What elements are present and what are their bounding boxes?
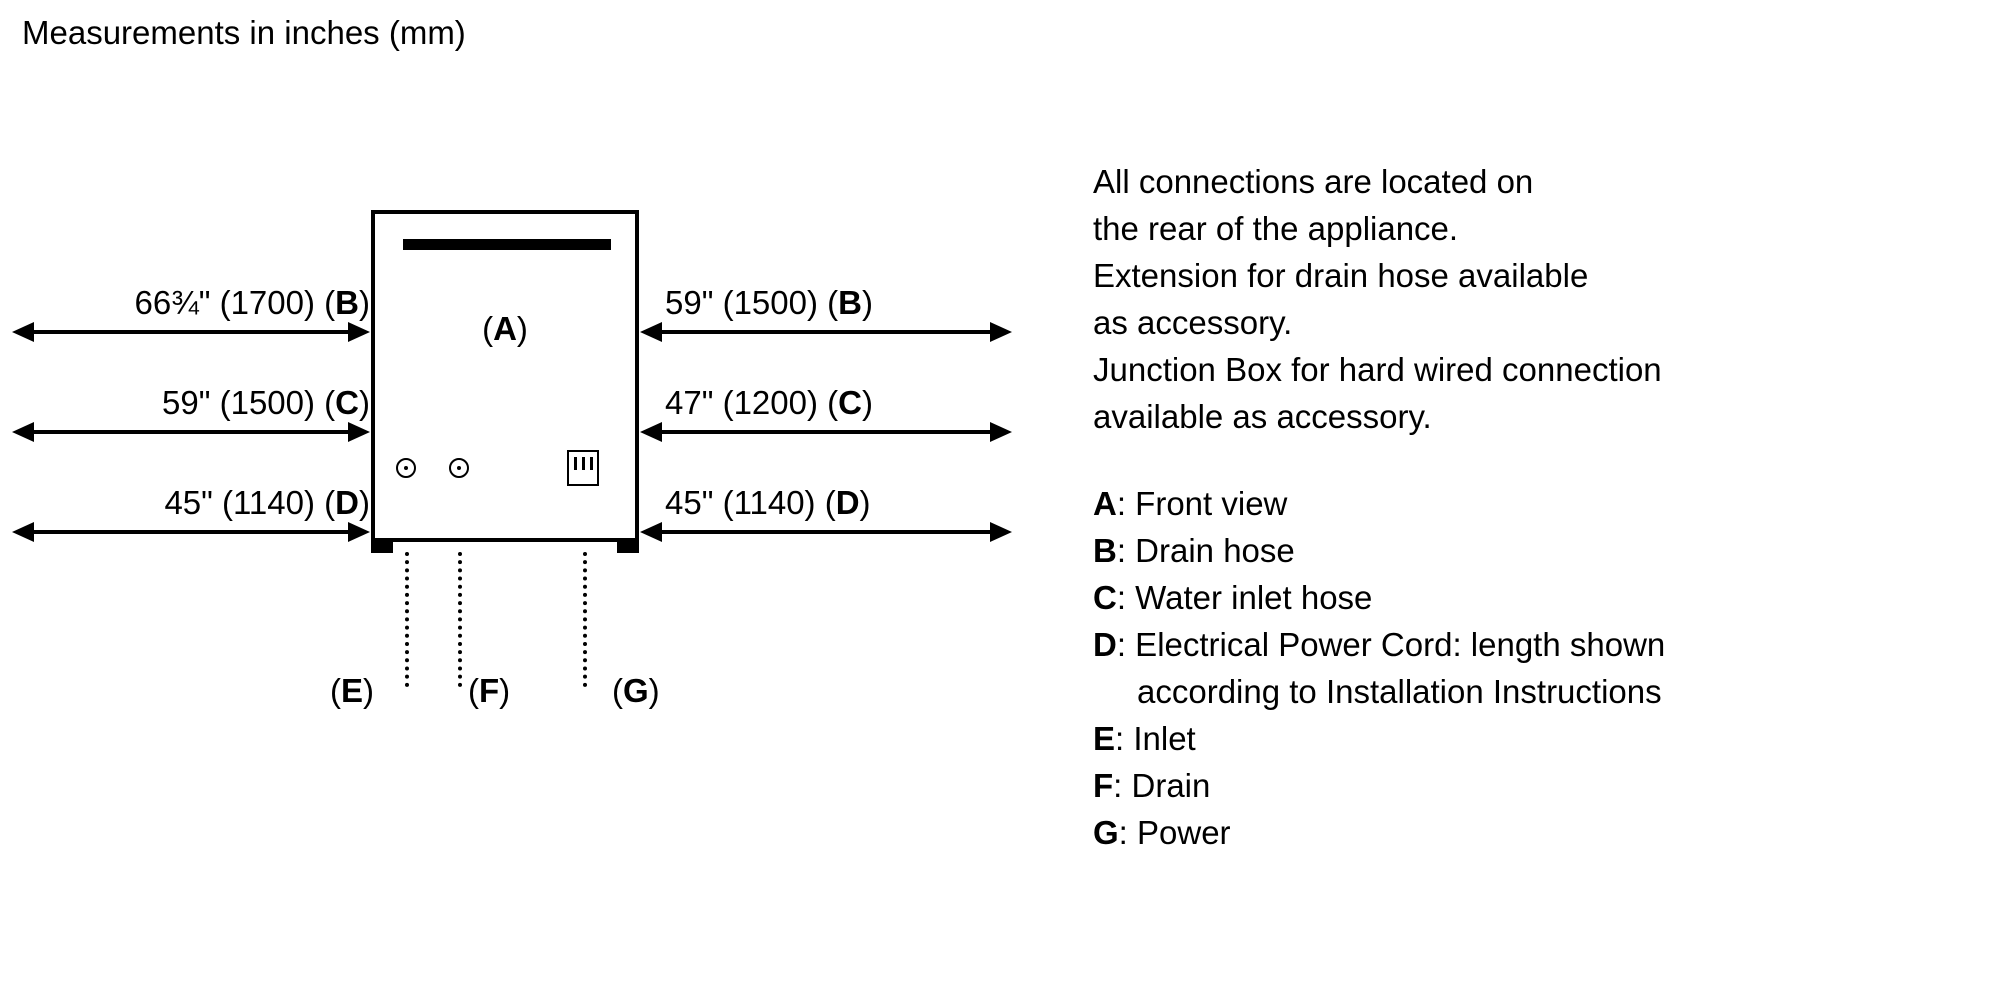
plug-pin — [574, 457, 577, 470]
note-line: as accessory. — [1093, 304, 1293, 341]
plug-pin — [590, 457, 593, 470]
dimension-left-d-label: 45" (1140) (D) — [164, 484, 370, 521]
legend-desc: : Front view — [1116, 485, 1288, 522]
legend-item-f — [1093, 762, 1665, 809]
dimension-left-b-label: 66¾" (1700) (B) — [134, 284, 370, 321]
plug-pin — [582, 457, 585, 470]
arrow-line — [22, 330, 360, 334]
dimension-right-b — [640, 272, 1012, 342]
leader-line-inlet — [405, 552, 409, 687]
arrow-head-right — [348, 422, 370, 442]
callout-f: (F) — [468, 672, 511, 709]
legend-key: E — [1093, 720, 1116, 757]
note-line: the rear of the appliance. — [1093, 210, 1459, 247]
arrow-line — [22, 530, 360, 534]
arrow-head-left — [640, 422, 662, 442]
dimension-right-c — [640, 372, 1012, 442]
leader-line-drain — [458, 552, 462, 687]
callout-g: (G) — [612, 672, 660, 709]
water-inlet-icon — [396, 458, 416, 478]
dimension-right-d-label: 45" (1140) (D) — [665, 484, 871, 521]
arrow-head-left — [640, 522, 662, 542]
legend-item-e — [1093, 715, 1665, 762]
page-title: Measurements in inches (mm) — [22, 14, 466, 51]
legend-desc: : Drain — [1113, 767, 1211, 804]
arrow-line — [650, 530, 1002, 534]
legend-item-c — [1093, 574, 1665, 621]
power-plug-icon — [567, 450, 599, 486]
legend-item-d — [1093, 621, 1665, 668]
legend-block — [1093, 480, 1665, 856]
legend-item-a — [1093, 480, 1665, 527]
legend-key: D — [1093, 626, 1117, 663]
dimension-left-c — [12, 372, 370, 442]
legend-key: C — [1093, 579, 1117, 616]
callout-e: (E) — [330, 672, 375, 709]
arrow-line — [650, 430, 1002, 434]
legend-key: G — [1093, 814, 1119, 851]
notes-block — [1093, 158, 1662, 440]
note-line: available as accessory. — [1093, 398, 1432, 435]
arrow-line — [650, 330, 1002, 334]
appliance-front-view — [371, 210, 643, 550]
legend-desc: : Water inlet hose — [1116, 579, 1373, 616]
drain-icon — [449, 458, 469, 478]
legend-desc: : Electrical Power Cord: length shown — [1116, 626, 1666, 663]
appliance-foot-left — [371, 542, 393, 553]
arrow-head-right — [990, 522, 1012, 542]
dimension-right-b-label: 59" (1500) (B) — [665, 284, 873, 321]
arrow-head-left — [12, 522, 34, 542]
legend-desc: : Inlet — [1115, 720, 1196, 757]
legend-key: F — [1093, 767, 1114, 804]
arrow-head-right — [348, 322, 370, 342]
note-line: All connections are located on — [1093, 163, 1534, 200]
legend-item-b — [1093, 527, 1665, 574]
dimension-left-d — [12, 472, 370, 542]
legend-item-g — [1093, 809, 1665, 856]
leader-line-power — [583, 552, 587, 687]
legend-key: B — [1093, 532, 1117, 569]
arrow-head-right — [990, 422, 1012, 442]
dimension-left-b — [12, 272, 370, 342]
arrow-head-right — [348, 522, 370, 542]
arrow-head-right — [990, 322, 1012, 342]
appliance-foot-right — [617, 542, 639, 553]
dimension-left-c-label: 59" (1500) (C) — [162, 384, 370, 421]
appliance-handle — [403, 239, 611, 250]
arrow-head-left — [12, 422, 34, 442]
front-view-label: (A) — [482, 310, 528, 347]
arrow-head-left — [12, 322, 34, 342]
arrow-head-left — [640, 322, 662, 342]
note-line: Extension for drain hose available — [1093, 257, 1589, 294]
arrow-line — [22, 430, 360, 434]
legend-key: A — [1093, 485, 1117, 522]
note-line: Junction Box for hard wired connection — [1093, 351, 1662, 388]
dimension-right-c-label: 47" (1200) (C) — [665, 384, 873, 421]
dimension-right-d — [640, 472, 1012, 542]
appliance-body — [371, 210, 639, 542]
legend-desc: : Power — [1118, 814, 1231, 851]
legend-desc: : Drain hose — [1116, 532, 1295, 569]
legend-item-d-continued: according to Installation Instructions — [1137, 673, 1662, 710]
